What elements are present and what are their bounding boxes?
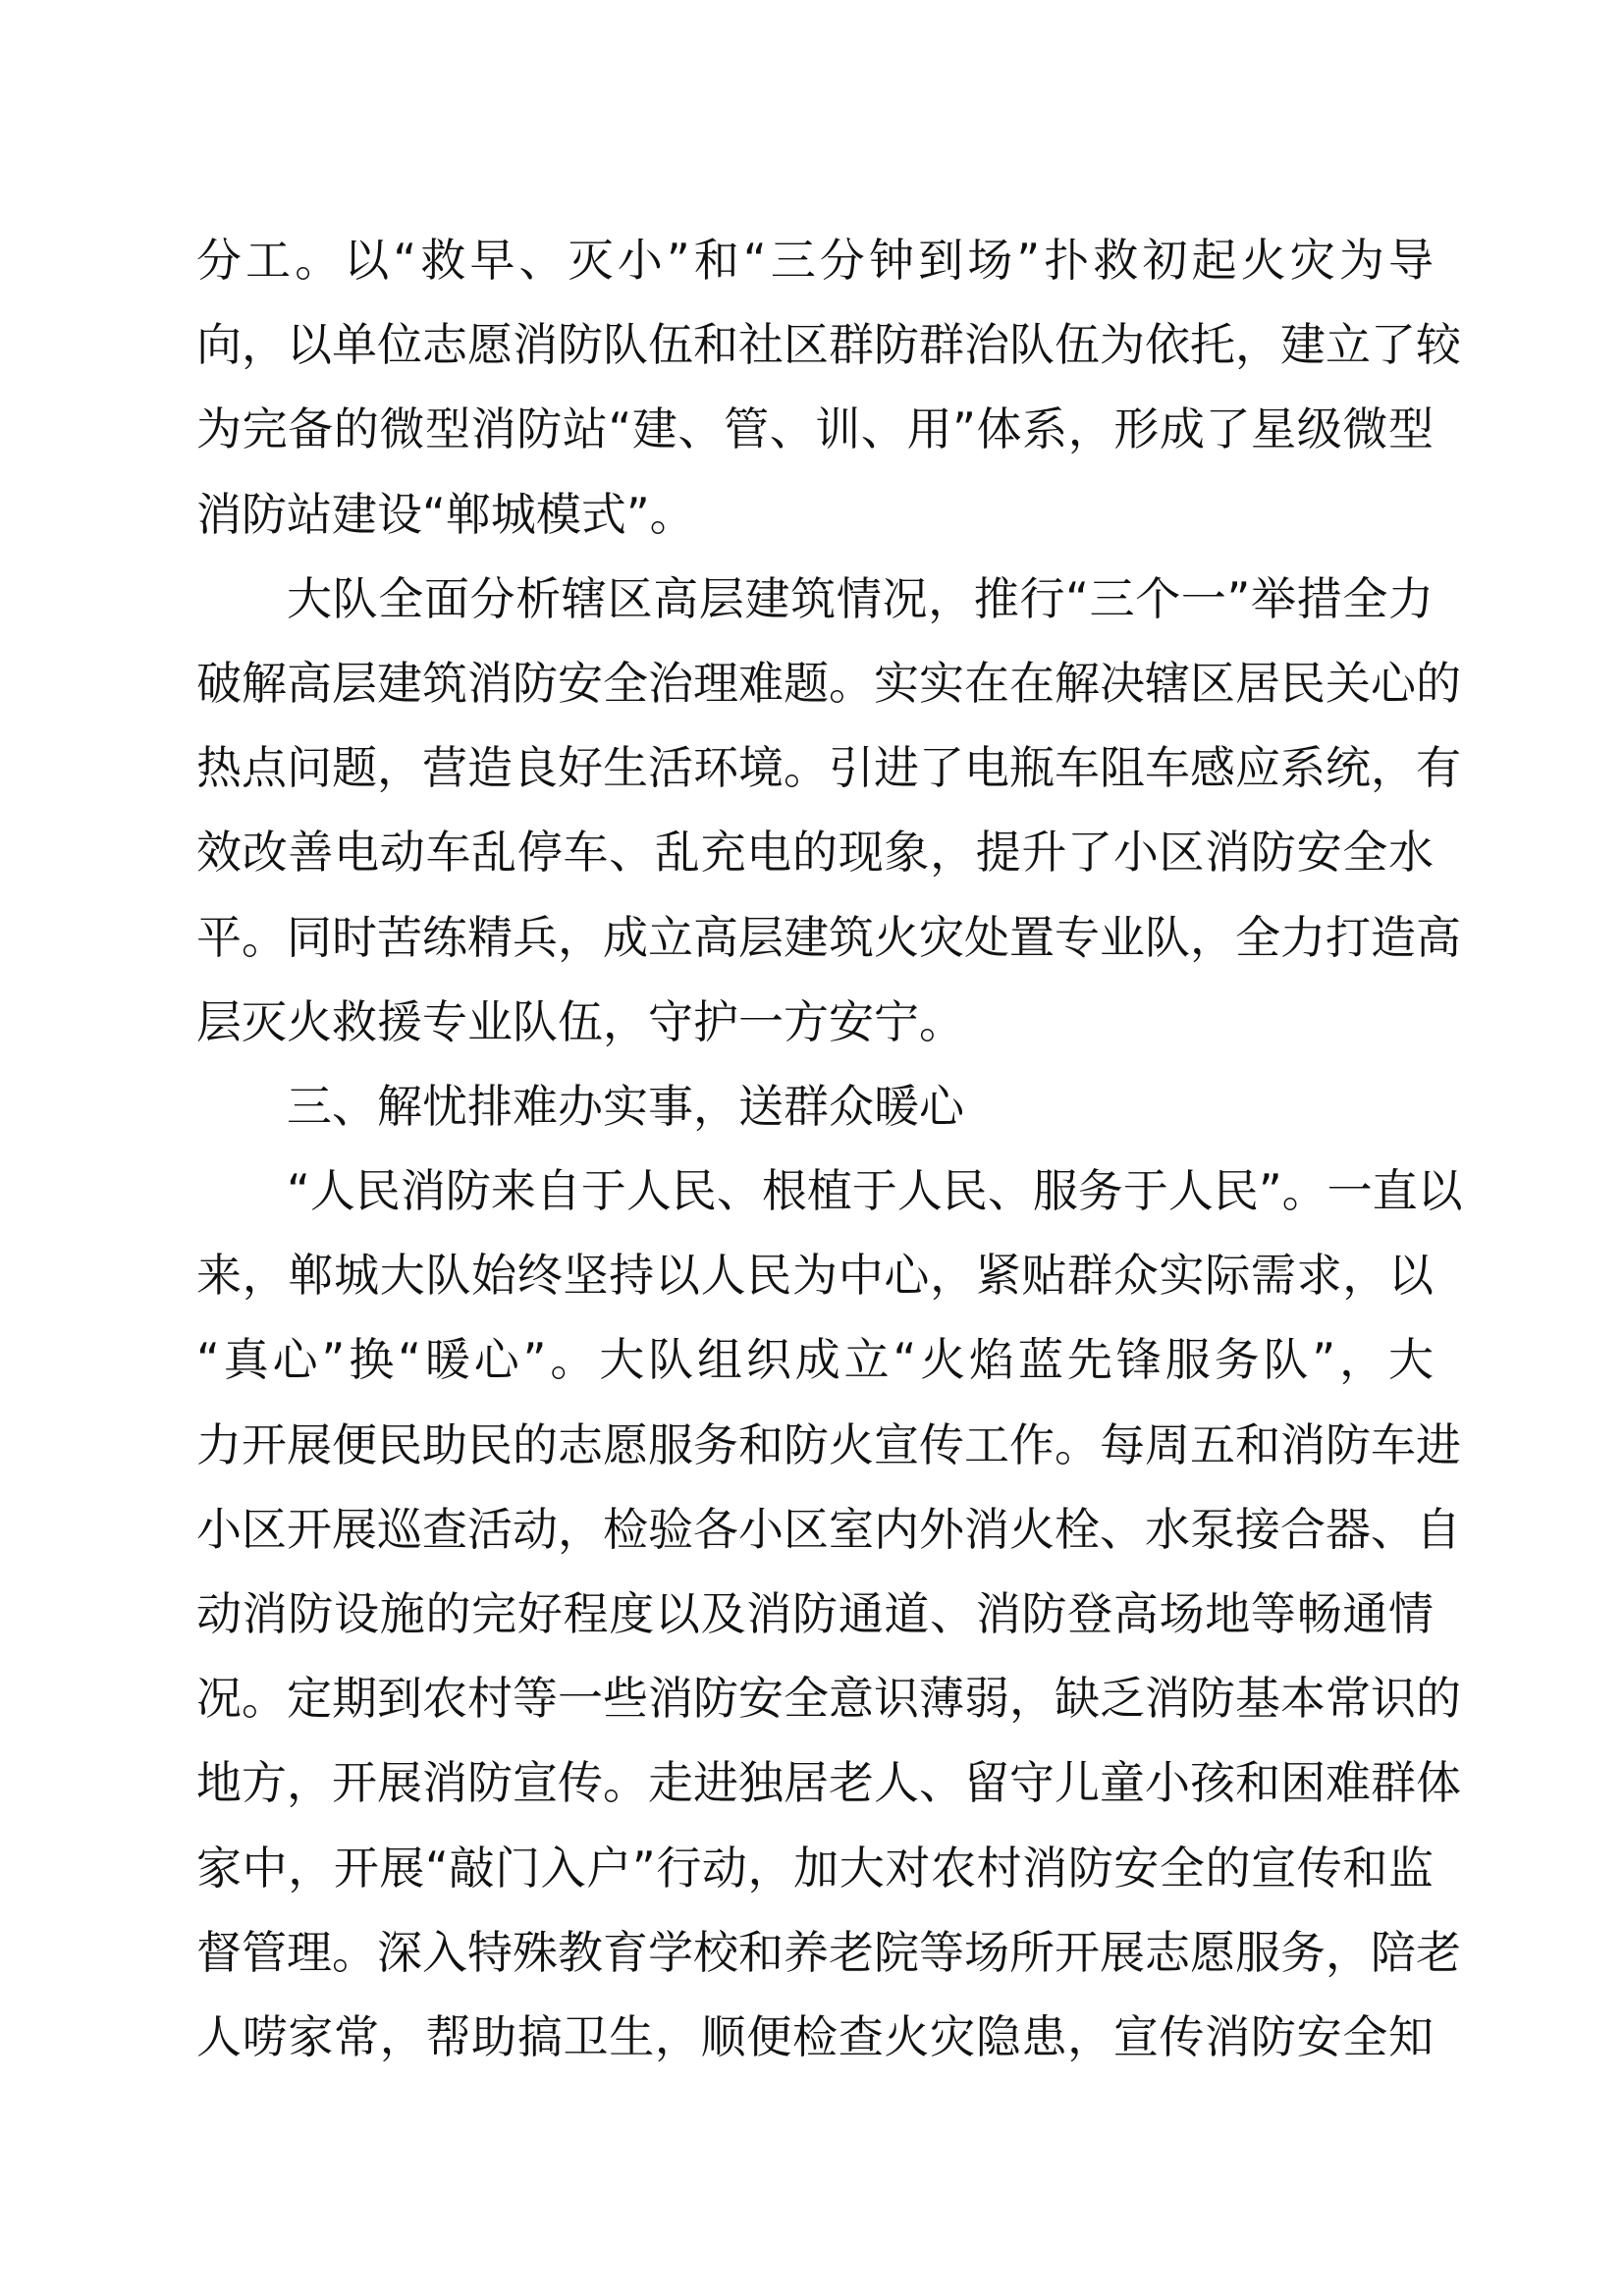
text-line: 家中，开展“敲门入户”行动，加大对农村消防安全的宣传和监 [196,1841,1434,1895]
text-line: 小区开展巡查活动，检验各小区室内外消火栓、水泵接合器、自 [196,1502,1461,1556]
text-line: 消防站建设“郸城模式”。 [196,487,695,541]
text-line: 分工。以“救早、灭小”和“三分钟到场”扑救初起火灾为导 [196,234,1434,287]
text-line: 督管理。深入特殊教育学校和养老院等场所开展志愿服务，陪老 [196,1925,1461,1979]
text-line: 为完备的微型消防站“建、管、训、用”体系，形成了星级微型 [196,402,1434,456]
text-line: 效改善电动车乱停车、乱充电的现象，提升了小区消防安全水 [196,826,1434,880]
text-line: 况。定期到农村等一些消防安全意识薄弱，缺乏消防基本常识的 [196,1672,1461,1726]
text-line: 动消防设施的完好程度以及消防通道、消防登高场地等畅通情 [196,1587,1434,1640]
text-line: 来，郸城大队始终坚持以人民为中心，紧贴群众实际需求，以 [196,1249,1434,1303]
text-line: 层灭火救援专业队伍，守护一方安宁。 [196,994,964,1048]
body-text [196,218,1463,2079]
text-line: 热点问题，营造良好生活环境。引进了电瓶车阻车感应系统，有 [196,741,1461,795]
text-line: 地方，开展消防宣传。走进独居老人、留守儿童小孩和困难群体 [196,1756,1461,1810]
text-line: 力开展便民助民的志愿服务和防火宣传工作。每周五和消防车进 [196,1417,1461,1471]
text-line: “真心”换“暖心”。大队组织成立“火焰蓝先锋服务队”，大 [196,1333,1434,1387]
section-heading: 三、解忧排难办实事，送群众暖心 [287,1079,964,1133]
text-line: 向，以单位志愿消防队伍和社区群防群治队伍为依托，建立了较 [196,318,1461,372]
text-line: 平。同时苦练精兵，成立高层建筑火灾处置专业队，全力打造高 [196,910,1461,964]
text-line: 大队全面分析辖区高层建筑情况，推行“三个一”举措全力 [287,571,1434,625]
text-line: 人唠家常，帮助搞卫生，顺便检查火灾隐患，宣传消防安全知 [196,2009,1434,2063]
text-line: 破解高层建筑消防安全治理难题。实实在在解决辖区居民关心的 [196,656,1461,710]
text-line: “人民消防来自于人民、根植于人民、服务于人民”。一直以 [287,1164,1463,1218]
